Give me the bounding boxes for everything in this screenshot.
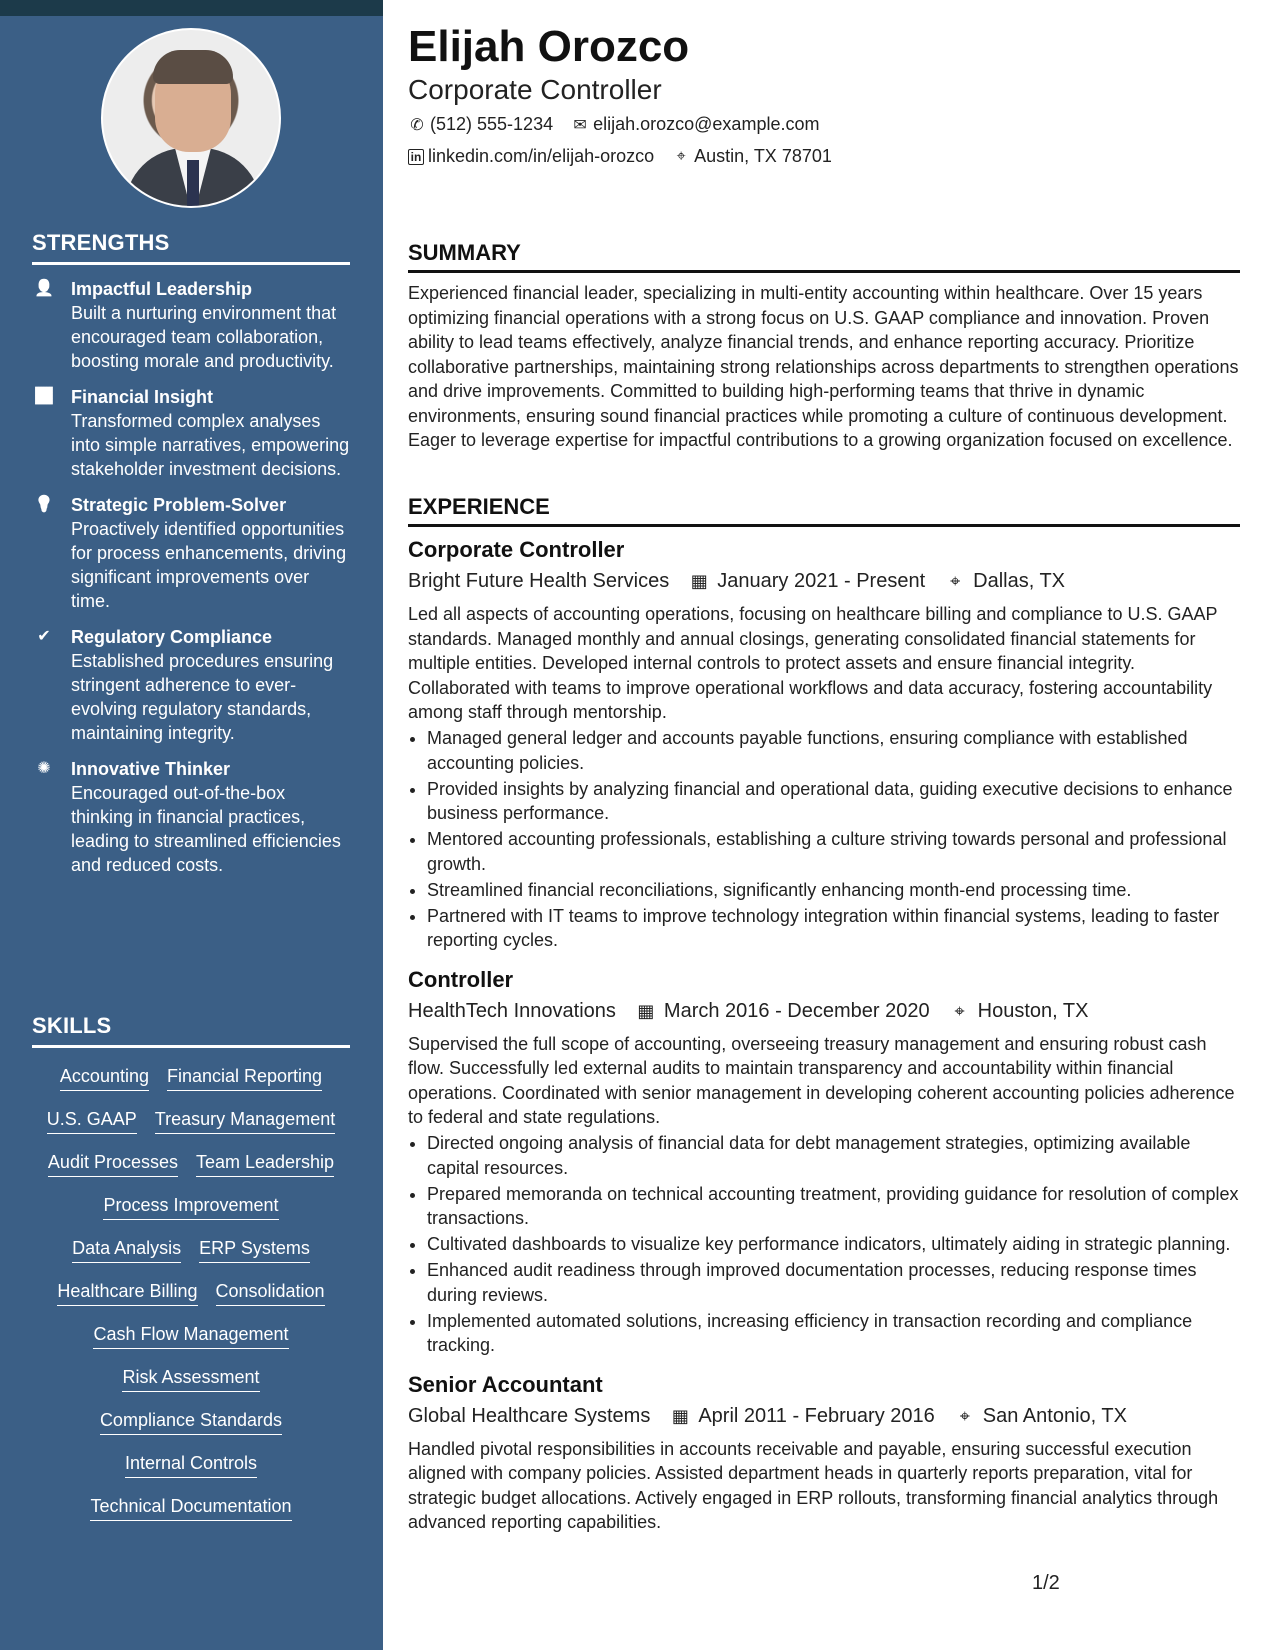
skills-row: [32, 1445, 350, 1488]
map-pin-icon: ⌖: [954, 1000, 965, 1021]
job-company: Bright Future Health Services: [408, 570, 670, 592]
job-company: HealthTech Innovations: [408, 999, 616, 1022]
skills-row: [32, 1230, 350, 1273]
linkedin-contact[interactable]: [408, 146, 654, 167]
strength-item: [32, 625, 350, 745]
skills-row: [32, 1316, 350, 1359]
skill-tag: Internal Controls: [125, 1451, 257, 1478]
lightbulb-icon: 💡: [34, 496, 54, 513]
skills-row: [32, 1187, 350, 1230]
strength-title: Regulatory Compliance: [71, 627, 273, 647]
skill-tag: Risk Assessment: [122, 1365, 259, 1392]
skills-row: [32, 1058, 350, 1101]
job-bullets: [408, 1131, 1240, 1358]
job-location: San Antonio, TX: [982, 1404, 1127, 1427]
skill-tag: Accounting: [60, 1064, 149, 1091]
job-bullet: • Enhanced audit readiness through improved documentation processes, reducing response times during reviews.: [427, 1258, 1240, 1307]
job-bullet: • Streamlined financial reconciliations, significantly enhancing month-end processing time.: [427, 878, 1240, 903]
linkedin-text: linkedin.com/in/elijah-orozco: [428, 146, 655, 166]
job-dates: March 2016 - December 2020: [663, 999, 930, 1022]
job-meta: [408, 566, 1240, 596]
skill-tag: Audit Processes: [48, 1150, 178, 1177]
strength-item: [32, 493, 350, 613]
chart-line-icon: 📈: [34, 388, 54, 405]
phone-contact[interactable]: [408, 114, 553, 135]
map-pin-icon: ⌖: [950, 571, 961, 591]
job-company: Global Healthcare Systems: [408, 1404, 651, 1427]
job-bullet: • Mentored accounting professionals, establishing a culture striving towards personal and professional growth.: [427, 827, 1240, 876]
job-meta: [408, 996, 1240, 1026]
strength-item: [32, 385, 350, 481]
job-dates: April 2011 - February 2016: [698, 1404, 935, 1427]
location-contact: [672, 146, 832, 167]
job-title: Controller: [408, 966, 514, 992]
sidebar-top-band: [0, 0, 383, 16]
job-bullet: • Implemented automated solutions, increasing efficiency in transaction recording and compliance tracking.: [427, 1309, 1240, 1358]
strength-title: Financial Insight: [71, 387, 214, 407]
job-entry: [408, 1370, 1240, 1535]
job-bullet: • Prepared memoranda on technical accounting treatment, providing guidance for resolution of complex transactions.: [427, 1182, 1240, 1231]
check-circle-icon: ✔: [37, 628, 51, 645]
summary-text: Experienced financial leader, specializing in multi-entity accounting within healthcare. Over 15 years optimizing financial operations with a strong focus on U.S. GAAP compliance and innovation. Proven ability to lead teams effectively, analyze financial trends, and enhance reporting accuracy. Prioritize collaborative partnerships, maintaining strong relationships across departments to strengthen operations and drive improvements. Committed to building high-performing teams that thrive in dynamic environments, ensuring sound financial practices while promoting a culture of continuous development. Eager to leverage expertise for impactful contributions to a growing organization focused on excellence.: [408, 283, 1239, 450]
skills-row: [32, 1144, 350, 1187]
strength-desc: Proactively identified opportunities for process enhancements, driving significant improvements over time.: [71, 519, 347, 611]
skills-row: [32, 1402, 350, 1445]
contact-row-1: [408, 114, 819, 135]
job-bullet: • Managed general ledger and accounts payable functions, ensuring compliance with established accounting policies.: [427, 726, 1240, 775]
calendar-icon: ▦: [637, 1000, 655, 1021]
map-pin-icon: ⌖: [676, 147, 686, 165]
sidebar: [0, 0, 383, 1650]
user-icon: 👤: [34, 280, 54, 297]
skill-tag: Financial Reporting: [167, 1064, 322, 1091]
job-entry: [408, 965, 1240, 1358]
skills-list: [32, 1058, 350, 1531]
summary-title: SUMMARY: [408, 240, 1240, 273]
skill-tag: Consolidation: [216, 1279, 325, 1306]
skill-tag: Team Leadership: [196, 1150, 334, 1177]
summary-section: [408, 240, 1240, 453]
job-title: Senior Accountant: [408, 1371, 603, 1397]
phone-text: (512) 555-1234: [430, 114, 554, 134]
job-entry: [408, 535, 1240, 953]
job-description: Supervised the full scope of accounting, overseeing treasury management and ensuring robust cash flow. Successfully led external audits to maintain transparency and accountability within financial operations. Coordinated with senior management in developing coherent accounting policies adherence to federal and state regulations.: [408, 1033, 1235, 1127]
strength-desc: Built a nurturing environment that encouraged team collaboration, boosting morale and productivity.: [71, 303, 337, 371]
skill-tag: Healthcare Billing: [57, 1279, 197, 1306]
job-title: Corporate Controller: [408, 537, 625, 562]
phone-icon: ✆: [410, 116, 424, 134]
job-dates: January 2021 - Present: [717, 570, 926, 592]
strength-item: [32, 757, 350, 877]
calendar-icon: ▦: [690, 571, 708, 591]
job-description: Handled pivotal responsibilities in accounts receivable and payable, ensuring successful execution aligned with company policies. Assisted department heads in quarterly reports preparation, vital for strategic budget allocations. Actively engaged in ERP rollouts, transforming financial analytics through advanced reporting capabilities.: [408, 1438, 1219, 1532]
page-indicator: 1/2: [1032, 1572, 1060, 1594]
brain-icon: ✺: [37, 760, 51, 777]
job-description: Led all aspects of accounting operations, focusing on healthcare billing and compliance to U.S. GAAP standards. Managed monthly and annual closings, generating consolidated financial statements for multiple entities. Developed internal controls to protect assets and ensure financial integrity. Collaborated with teams to improve operational workflows and data accuracy, fostering accountability among staff through mentorship.: [408, 604, 1218, 722]
strengths-section: [32, 230, 350, 877]
strength-title: Impactful Leadership: [71, 279, 253, 299]
skills-row: [32, 1359, 350, 1402]
skill-tag: ERP Systems: [199, 1236, 310, 1263]
email-text: elijah.orozco@example.com: [593, 114, 820, 134]
skill-tag: Data Analysis: [72, 1236, 181, 1263]
map-pin-icon: ⌖: [959, 1405, 970, 1426]
skills-row: [32, 1273, 350, 1316]
contact-row-2: [408, 146, 832, 167]
job-bullet: • Partnered with IT teams to improve technology integration within financial systems, leading to faster reporting cycles.: [427, 904, 1240, 953]
experience-title: EXPERIENCE: [408, 494, 1240, 527]
skill-tag: Process Improvement: [103, 1193, 278, 1220]
job-bullet: • Cultivated dashboards to visualize key performance indicators, ultimately aiding in strategic planning.: [427, 1232, 1240, 1257]
calendar-icon: ▦: [671, 1405, 689, 1426]
skills-title: SKILLS: [32, 1013, 350, 1048]
location-text: Austin, TX 78701: [694, 146, 832, 166]
job-meta: [408, 1401, 1240, 1431]
skill-tag: U.S. GAAP: [47, 1107, 137, 1134]
strength-desc: Transformed complex analyses into simple narratives, empowering stakeholder investment decisions.: [71, 411, 350, 479]
envelope-icon: ✉: [573, 116, 587, 134]
job-location: Houston, TX: [977, 999, 1089, 1022]
strength-desc: Established procedures ensuring stringent adherence to ever-evolving regulatory standards, maintaining integrity.: [71, 651, 334, 743]
job-bullet: • Provided insights by analyzing financial and operational data, guiding executive decisions to enhance business performance.: [427, 777, 1240, 826]
strength-desc: Encouraged out-of-the-box thinking in financial practices, leading to streamlined efficiencies and reduced costs.: [71, 783, 341, 875]
skill-tag: Treasury Management: [155, 1107, 335, 1134]
linkedin-icon: in: [408, 149, 424, 165]
skill-tag: Technical Documentation: [90, 1494, 291, 1521]
strength-item: [32, 277, 350, 373]
strength-title: Innovative Thinker: [71, 759, 231, 779]
job-bullet: • Directed ongoing analysis of financial data for debt management strategies, optimizing available capital resources.: [427, 1131, 1240, 1180]
job-location: Dallas, TX: [973, 570, 1066, 592]
strength-title: Strategic Problem-Solver: [71, 495, 287, 515]
candidate-name: Elijah Orozco: [408, 22, 690, 71]
skills-row: [32, 1488, 350, 1531]
strengths-title: STRENGTHS: [32, 230, 350, 265]
skill-tag: Compliance Standards: [100, 1408, 282, 1435]
skills-section: [32, 1013, 350, 1531]
experience-section: [408, 494, 1240, 1535]
skills-row: [32, 1101, 350, 1144]
email-contact[interactable]: [571, 114, 819, 135]
candidate-role: Corporate Controller: [408, 74, 662, 105]
job-bullets: [408, 726, 1240, 953]
profile-photo: [101, 28, 281, 208]
skill-tag: Cash Flow Management: [93, 1322, 288, 1349]
